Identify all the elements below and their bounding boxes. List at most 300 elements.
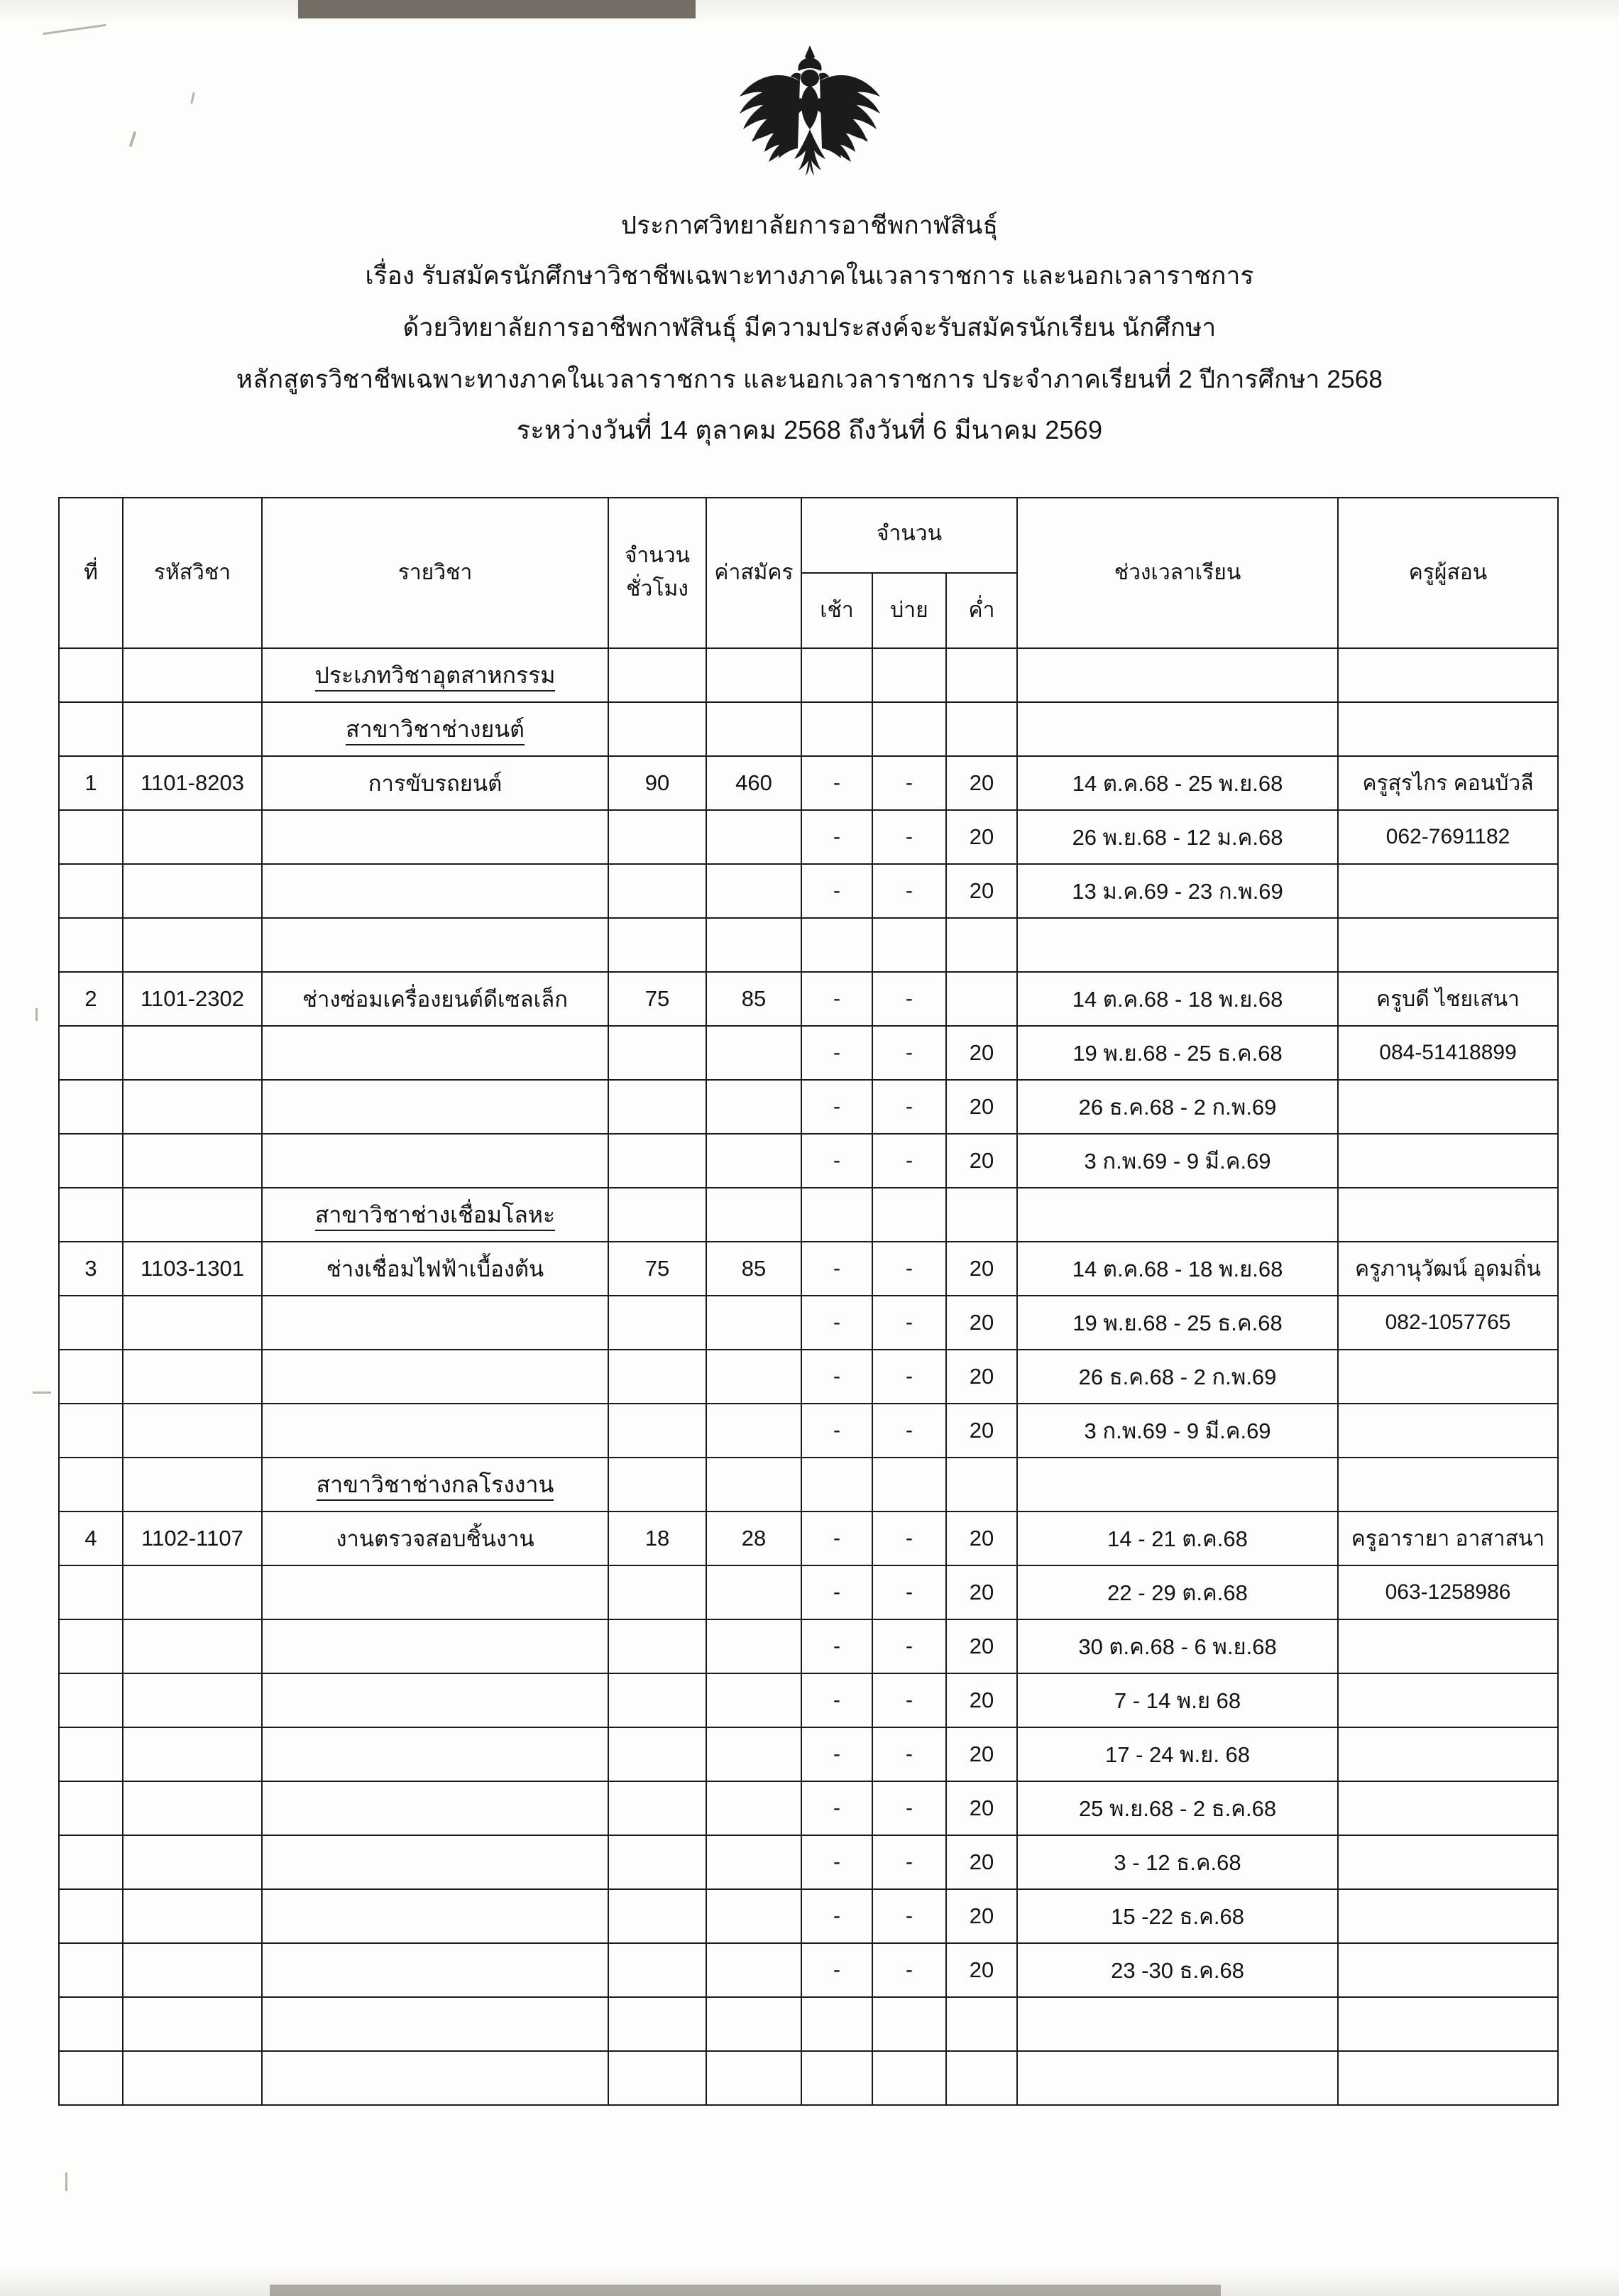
cell-evening: 20 — [946, 756, 1017, 810]
table-row — [59, 1242, 1558, 1296]
cell-teacher: ครูบดี ไชยเสนา — [1338, 972, 1558, 1026]
cell-teacher — [1338, 2051, 1558, 2105]
cell-period: 26 พ.ย.68 - 12 ม.ค.68 — [1017, 810, 1338, 864]
cell-evening: 20 — [946, 1727, 1017, 1781]
cell-morning: - — [801, 1242, 872, 1296]
cell-no — [59, 810, 123, 864]
cell-code — [123, 1458, 262, 1511]
th-period: ช่วงเวลาเรียน — [1017, 498, 1338, 648]
cell-code — [123, 1404, 262, 1458]
th-count-group-label: จำนวน — [876, 521, 943, 545]
cell-afternoon: - — [872, 1889, 946, 1943]
cell-fee — [706, 1889, 801, 1943]
table-row — [59, 1080, 1558, 1134]
cell-fee — [706, 2051, 801, 2105]
cell-evening: 20 — [946, 1835, 1017, 1889]
cell-fee — [706, 1727, 801, 1781]
cell-period — [1017, 1458, 1338, 1511]
cell-code — [123, 1350, 262, 1404]
cell-period: 26 ธ.ค.68 - 2 ก.พ.69 — [1017, 1350, 1338, 1404]
cell-morning: - — [801, 1134, 872, 1188]
course-schedule-table — [58, 497, 1559, 2106]
cell-period: 3 ก.พ.69 - 9 มี.ค.69 — [1017, 1134, 1338, 1188]
cell-period: 15 -22 ธ.ค.68 — [1017, 1889, 1338, 1943]
cell-hours — [608, 1619, 706, 1673]
cell-evening: 20 — [946, 1350, 1017, 1404]
cell-hours — [608, 1134, 706, 1188]
cell-subject — [262, 2051, 608, 2105]
cell-teacher — [1338, 1781, 1558, 1835]
cell-no — [59, 1134, 123, 1188]
cell-teacher — [1338, 1188, 1558, 1242]
cell-fee — [706, 1080, 801, 1134]
cell-evening — [946, 1458, 1017, 1511]
cell-no — [59, 2051, 123, 2105]
cell-no — [59, 1943, 123, 1997]
table-row — [59, 756, 1558, 810]
th-hours-line2: ชั่วโมง — [626, 577, 688, 601]
cell-no: 3 — [59, 1242, 123, 1296]
cell-afternoon: - — [872, 1673, 946, 1727]
branch-heading-cell — [262, 702, 608, 756]
cell-afternoon: - — [872, 1026, 946, 1080]
cell-no: 1 — [59, 756, 123, 810]
cell-morning: - — [801, 1781, 872, 1835]
cell-hours — [608, 918, 706, 972]
cell-code — [123, 702, 262, 756]
cell-fee — [706, 1565, 801, 1619]
cell-no: 2 — [59, 972, 123, 1026]
cell-morning: - — [801, 1026, 872, 1080]
cell-evening — [946, 918, 1017, 972]
scan-speck — [35, 1008, 38, 1021]
branch-label: สาขาวิชาช่างเชื่อมโลหะ — [315, 1202, 555, 1231]
cell-subject — [262, 1781, 608, 1835]
cell-fee: 28 — [706, 1511, 801, 1565]
cell-teacher — [1338, 1943, 1558, 1997]
table-row — [59, 1134, 1558, 1188]
th-evening: ค่ำ — [946, 573, 1017, 648]
cell-code — [123, 1619, 262, 1673]
cell-period: 25 พ.ย.68 - 2 ธ.ค.68 — [1017, 1781, 1338, 1835]
cell-morning: - — [801, 1296, 872, 1350]
th-no: ที่ — [59, 498, 123, 648]
cell-afternoon: - — [872, 864, 946, 918]
cell-evening: 20 — [946, 810, 1017, 864]
cell-morning: - — [801, 756, 872, 810]
table-row — [59, 972, 1558, 1026]
cell-afternoon — [872, 918, 946, 972]
cell-evening: 20 — [946, 1134, 1017, 1188]
cell-morning: - — [801, 1080, 872, 1134]
cell-no: 4 — [59, 1511, 123, 1565]
cell-afternoon: - — [872, 1404, 946, 1458]
cell-subject — [262, 1943, 608, 1997]
table-row — [59, 1350, 1558, 1404]
cell-subject: ช่างซ่อมเครื่องยนต์ดีเซลเล็ก — [262, 972, 608, 1026]
cell-no — [59, 1080, 123, 1134]
cell-subject — [262, 1080, 608, 1134]
cell-code — [123, 2051, 262, 2105]
category-label: ประเภทวิชาอุตสาหกรรม — [315, 662, 556, 691]
cell-period — [1017, 648, 1338, 702]
cell-teacher — [1338, 1727, 1558, 1781]
cell-fee — [706, 648, 801, 702]
cell-teacher — [1338, 1835, 1558, 1889]
cell-morning: - — [801, 972, 872, 1026]
cell-subject — [262, 1296, 608, 1350]
cell-afternoon — [872, 2051, 946, 2105]
cell-hours — [608, 2051, 706, 2105]
cell-code — [123, 1134, 262, 1188]
document-heading — [0, 213, 1619, 443]
cell-subject: งานตรวจสอบชิ้นงาน — [262, 1511, 608, 1565]
cell-afternoon: - — [872, 1134, 946, 1188]
cell-code — [123, 648, 262, 702]
table-row — [59, 1781, 1558, 1835]
cell-evening: 20 — [946, 1943, 1017, 1997]
cell-afternoon: - — [872, 1727, 946, 1781]
table-row — [59, 702, 1558, 756]
heading-line-2: เรื่อง รับสมัครนักศึกษาวิชาชีพเฉพาะทางภาคในเวลาราชการ และนอกเวลาราชการ — [365, 262, 1254, 290]
cell-fee — [706, 1835, 801, 1889]
cell-afternoon: - — [872, 756, 946, 810]
branch-label: สาขาวิชาช่างยนต์ — [346, 716, 525, 745]
cell-code — [123, 1889, 262, 1943]
table-row — [59, 1026, 1558, 1080]
cell-fee — [706, 1404, 801, 1458]
cell-evening: 20 — [946, 1026, 1017, 1080]
cell-period — [1017, 702, 1338, 756]
cell-teacher — [1338, 1350, 1558, 1404]
cell-fee — [706, 1781, 801, 1835]
cell-no — [59, 1458, 123, 1511]
cell-code — [123, 1997, 262, 2051]
cell-teacher: 082-1057765 — [1338, 1296, 1558, 1350]
cell-evening — [946, 1188, 1017, 1242]
cell-morning: - — [801, 1673, 872, 1727]
cell-period: 19 พ.ย.68 - 25 ธ.ค.68 — [1017, 1296, 1338, 1350]
table-row — [59, 1835, 1558, 1889]
cell-teacher: 084-51418899 — [1338, 1026, 1558, 1080]
cell-morning: - — [801, 1404, 872, 1458]
category-heading-cell — [262, 648, 608, 702]
cell-fee — [706, 864, 801, 918]
cell-no — [59, 1997, 123, 2051]
table-row — [59, 1404, 1558, 1458]
cell-code — [123, 918, 262, 972]
cell-subject — [262, 1673, 608, 1727]
cell-morning: - — [801, 1835, 872, 1889]
schedule-table-wrapper — [58, 497, 1557, 2106]
cell-evening — [946, 2051, 1017, 2105]
th-hours — [608, 498, 706, 648]
cell-code — [123, 810, 262, 864]
cell-no — [59, 1889, 123, 1943]
cell-teacher: ครูภานุวัฒน์ อุดมถิ่น — [1338, 1242, 1558, 1296]
cell-code — [123, 1835, 262, 1889]
cell-subject — [262, 1619, 608, 1673]
cell-teacher — [1338, 648, 1558, 702]
cell-subject — [262, 1889, 608, 1943]
cell-evening: 20 — [946, 1565, 1017, 1619]
cell-period: 17 - 24 พ.ย. 68 — [1017, 1727, 1338, 1781]
cell-teacher: ครูอารายา อาสาสนา — [1338, 1511, 1558, 1565]
cell-teacher — [1338, 1458, 1558, 1511]
cell-teacher — [1338, 1080, 1558, 1134]
cell-period: 19 พ.ย.68 - 25 ธ.ค.68 — [1017, 1026, 1338, 1080]
cell-morning: - — [801, 1565, 872, 1619]
cell-afternoon: - — [872, 1080, 946, 1134]
cell-code — [123, 1080, 262, 1134]
cell-period — [1017, 1997, 1338, 2051]
table-header — [59, 498, 1558, 648]
cell-period: 14 - 21 ต.ค.68 — [1017, 1511, 1338, 1565]
cell-afternoon: - — [872, 1619, 946, 1673]
branch-heading-cell — [262, 1188, 608, 1242]
cell-evening: 20 — [946, 864, 1017, 918]
cell-fee — [706, 1997, 801, 2051]
cell-fee — [706, 1458, 801, 1511]
cell-morning — [801, 702, 872, 756]
cell-afternoon: - — [872, 1943, 946, 1997]
cell-period: 26 ธ.ค.68 - 2 ก.พ.69 — [1017, 1080, 1338, 1134]
cell-subject — [262, 1727, 608, 1781]
th-morning: เช้า — [801, 573, 872, 648]
cell-evening: 20 — [946, 1511, 1017, 1565]
cell-hours: 90 — [608, 756, 706, 810]
cell-hours — [608, 810, 706, 864]
cell-hours — [608, 1781, 706, 1835]
cell-afternoon: - — [872, 1296, 946, 1350]
table-row — [59, 810, 1558, 864]
cell-morning — [801, 1997, 872, 2051]
cell-subject — [262, 1565, 608, 1619]
cell-evening: 20 — [946, 1404, 1017, 1458]
table-body — [59, 648, 1558, 2105]
cell-period: 3 ก.พ.69 - 9 มี.ค.69 — [1017, 1404, 1338, 1458]
cell-hours: 75 — [608, 972, 706, 1026]
cell-morning: - — [801, 864, 872, 918]
cell-hours — [608, 1889, 706, 1943]
cell-hours — [608, 1673, 706, 1727]
cell-code: 1103-1301 — [123, 1242, 262, 1296]
cell-afternoon: - — [872, 1835, 946, 1889]
cell-hours — [608, 1835, 706, 1889]
table-row — [59, 1511, 1558, 1565]
cell-code — [123, 1727, 262, 1781]
cell-evening — [946, 972, 1017, 1026]
cell-period: 23 -30 ธ.ค.68 — [1017, 1943, 1338, 1997]
cell-code — [123, 1781, 262, 1835]
cell-evening: 20 — [946, 1296, 1017, 1350]
cell-subject — [262, 810, 608, 864]
cell-morning: - — [801, 1889, 872, 1943]
cell-fee — [706, 1134, 801, 1188]
cell-no — [59, 1404, 123, 1458]
cell-hours — [608, 864, 706, 918]
cell-evening: 20 — [946, 1619, 1017, 1673]
cell-fee — [706, 1943, 801, 1997]
cell-teacher — [1338, 1997, 1558, 2051]
cell-afternoon: - — [872, 1242, 946, 1296]
table-row — [59, 1296, 1558, 1350]
cell-teacher — [1338, 702, 1558, 756]
cell-code — [123, 1026, 262, 1080]
cell-morning: - — [801, 1619, 872, 1673]
cell-hours — [608, 1565, 706, 1619]
cell-fee: 85 — [706, 1242, 801, 1296]
cell-period — [1017, 918, 1338, 972]
cell-period: 30 ต.ค.68 - 6 พ.ย.68 — [1017, 1619, 1338, 1673]
cell-teacher — [1338, 1889, 1558, 1943]
cell-hours — [608, 1943, 706, 1997]
table-header-row-1 — [59, 498, 1558, 573]
cell-fee: 460 — [706, 756, 801, 810]
cell-fee: 85 — [706, 972, 801, 1026]
cell-hours: 18 — [608, 1511, 706, 1565]
table-row — [59, 918, 1558, 972]
cell-no — [59, 1296, 123, 1350]
cell-teacher — [1338, 1404, 1558, 1458]
cell-no — [59, 1727, 123, 1781]
table-row — [59, 1565, 1558, 1619]
cell-fee — [706, 1350, 801, 1404]
table-row — [59, 1673, 1558, 1727]
cell-morning — [801, 2051, 872, 2105]
cell-morning: - — [801, 1727, 872, 1781]
cell-afternoon — [872, 702, 946, 756]
th-count-group — [801, 498, 1017, 573]
cell-period: 7 - 14 พ.ย 68 — [1017, 1673, 1338, 1727]
cell-no — [59, 648, 123, 702]
scan-speck — [65, 2172, 67, 2191]
cell-code — [123, 1296, 262, 1350]
cell-afternoon — [872, 648, 946, 702]
cell-afternoon — [872, 1458, 946, 1511]
cell-hours: 75 — [608, 1242, 706, 1296]
cell-subject — [262, 1026, 608, 1080]
garuda-emblem — [0, 41, 1619, 190]
cell-afternoon: - — [872, 1511, 946, 1565]
table-row — [59, 1458, 1558, 1511]
th-fee: ค่าสมัคร — [706, 498, 801, 648]
cell-morning: - — [801, 1943, 872, 1997]
scan-artifact-bottom-dark — [270, 2285, 1221, 2296]
cell-fee — [706, 1188, 801, 1242]
heading-line-3: ด้วยวิทยาลัยการอาชีพกาฬสินธุ์ มีความประสงค์จะรับสมัครนักเรียน นักศึกษา — [402, 314, 1217, 341]
cell-no — [59, 1619, 123, 1673]
cell-no — [59, 1565, 123, 1619]
cell-evening: 20 — [946, 1242, 1017, 1296]
cell-teacher: 062-7691182 — [1338, 810, 1558, 864]
cell-morning — [801, 648, 872, 702]
cell-fee — [706, 1026, 801, 1080]
cell-subject — [262, 1134, 608, 1188]
cell-subject — [262, 1350, 608, 1404]
cell-morning — [801, 1458, 872, 1511]
cell-code — [123, 864, 262, 918]
th-afternoon: บ่าย — [872, 573, 946, 648]
cell-hours — [608, 1350, 706, 1404]
cell-fee — [706, 1619, 801, 1673]
cell-subject: ช่างเชื่อมไฟฟ้าเบื้องต้น — [262, 1242, 608, 1296]
th-subject: รายวิชา — [262, 498, 608, 648]
cell-evening — [946, 1997, 1017, 2051]
th-code: รหัสวิชา — [123, 498, 262, 648]
cell-subject — [262, 918, 608, 972]
scan-speck — [33, 1392, 51, 1394]
cell-teacher — [1338, 1673, 1558, 1727]
cell-hours — [608, 1997, 706, 2051]
cell-no — [59, 864, 123, 918]
cell-afternoon — [872, 1188, 946, 1242]
cell-subject: การขับรถยนต์ — [262, 756, 608, 810]
cell-period: 14 ต.ค.68 - 18 พ.ย.68 — [1017, 972, 1338, 1026]
cell-no — [59, 1026, 123, 1080]
cell-teacher — [1338, 1619, 1558, 1673]
cell-morning: - — [801, 1511, 872, 1565]
cell-evening: 20 — [946, 1080, 1017, 1134]
branch-label: สาขาวิชาช่างกลโรงงาน — [317, 1472, 554, 1501]
cell-hours — [608, 1188, 706, 1242]
cell-subject — [262, 864, 608, 918]
cell-hours — [608, 1727, 706, 1781]
cell-morning: - — [801, 810, 872, 864]
table-row — [59, 864, 1558, 918]
table-row — [59, 1188, 1558, 1242]
cell-hours — [608, 1080, 706, 1134]
cell-period: 14 ต.ค.68 - 25 พ.ย.68 — [1017, 756, 1338, 810]
cell-morning — [801, 918, 872, 972]
cell-subject — [262, 1997, 608, 2051]
heading-line-4: หลักสูตรวิชาชีพเฉพาะทางภาคในเวลาราชการ และนอกเวลาราชการ ประจำภาคเรียนที่ 2 ปีการศึกษา 2568 — [236, 366, 1383, 393]
cell-no — [59, 1350, 123, 1404]
scan-artifact-top — [0, 0, 1619, 24]
cell-code — [123, 1673, 262, 1727]
cell-morning — [801, 1188, 872, 1242]
cell-period — [1017, 2051, 1338, 2105]
heading-line-5: ระหว่างวันที่ 14 ตุลาคม 2568 ถึงวันที่ 6 มีนาคม 2569 — [516, 415, 1103, 444]
heading-line-1: ประกาศวิทยาลัยการอาชีพกาฬสินธุ์ — [620, 212, 999, 239]
table-row — [59, 1889, 1558, 1943]
cell-hours — [608, 1296, 706, 1350]
cell-no — [59, 1188, 123, 1242]
cell-code: 1101-2302 — [123, 972, 262, 1026]
table-row — [59, 1727, 1558, 1781]
cell-afternoon: - — [872, 810, 946, 864]
cell-fee — [706, 918, 801, 972]
cell-no — [59, 918, 123, 972]
cell-period — [1017, 1188, 1338, 1242]
table-row — [59, 1997, 1558, 2051]
cell-teacher — [1338, 864, 1558, 918]
table-row — [59, 1619, 1558, 1673]
table-row — [59, 1943, 1558, 1997]
cell-code — [123, 1565, 262, 1619]
cell-code: 1102-1107 — [123, 1511, 262, 1565]
cell-fee — [706, 1296, 801, 1350]
cell-no — [59, 1673, 123, 1727]
cell-afternoon: - — [872, 1781, 946, 1835]
cell-afternoon: - — [872, 1350, 946, 1404]
cell-hours — [608, 702, 706, 756]
cell-period: 3 - 12 ธ.ค.68 — [1017, 1835, 1338, 1889]
table-row — [59, 2051, 1558, 2105]
cell-teacher — [1338, 918, 1558, 972]
cell-teacher — [1338, 1134, 1558, 1188]
th-teacher: ครูผู้สอน — [1338, 498, 1558, 648]
